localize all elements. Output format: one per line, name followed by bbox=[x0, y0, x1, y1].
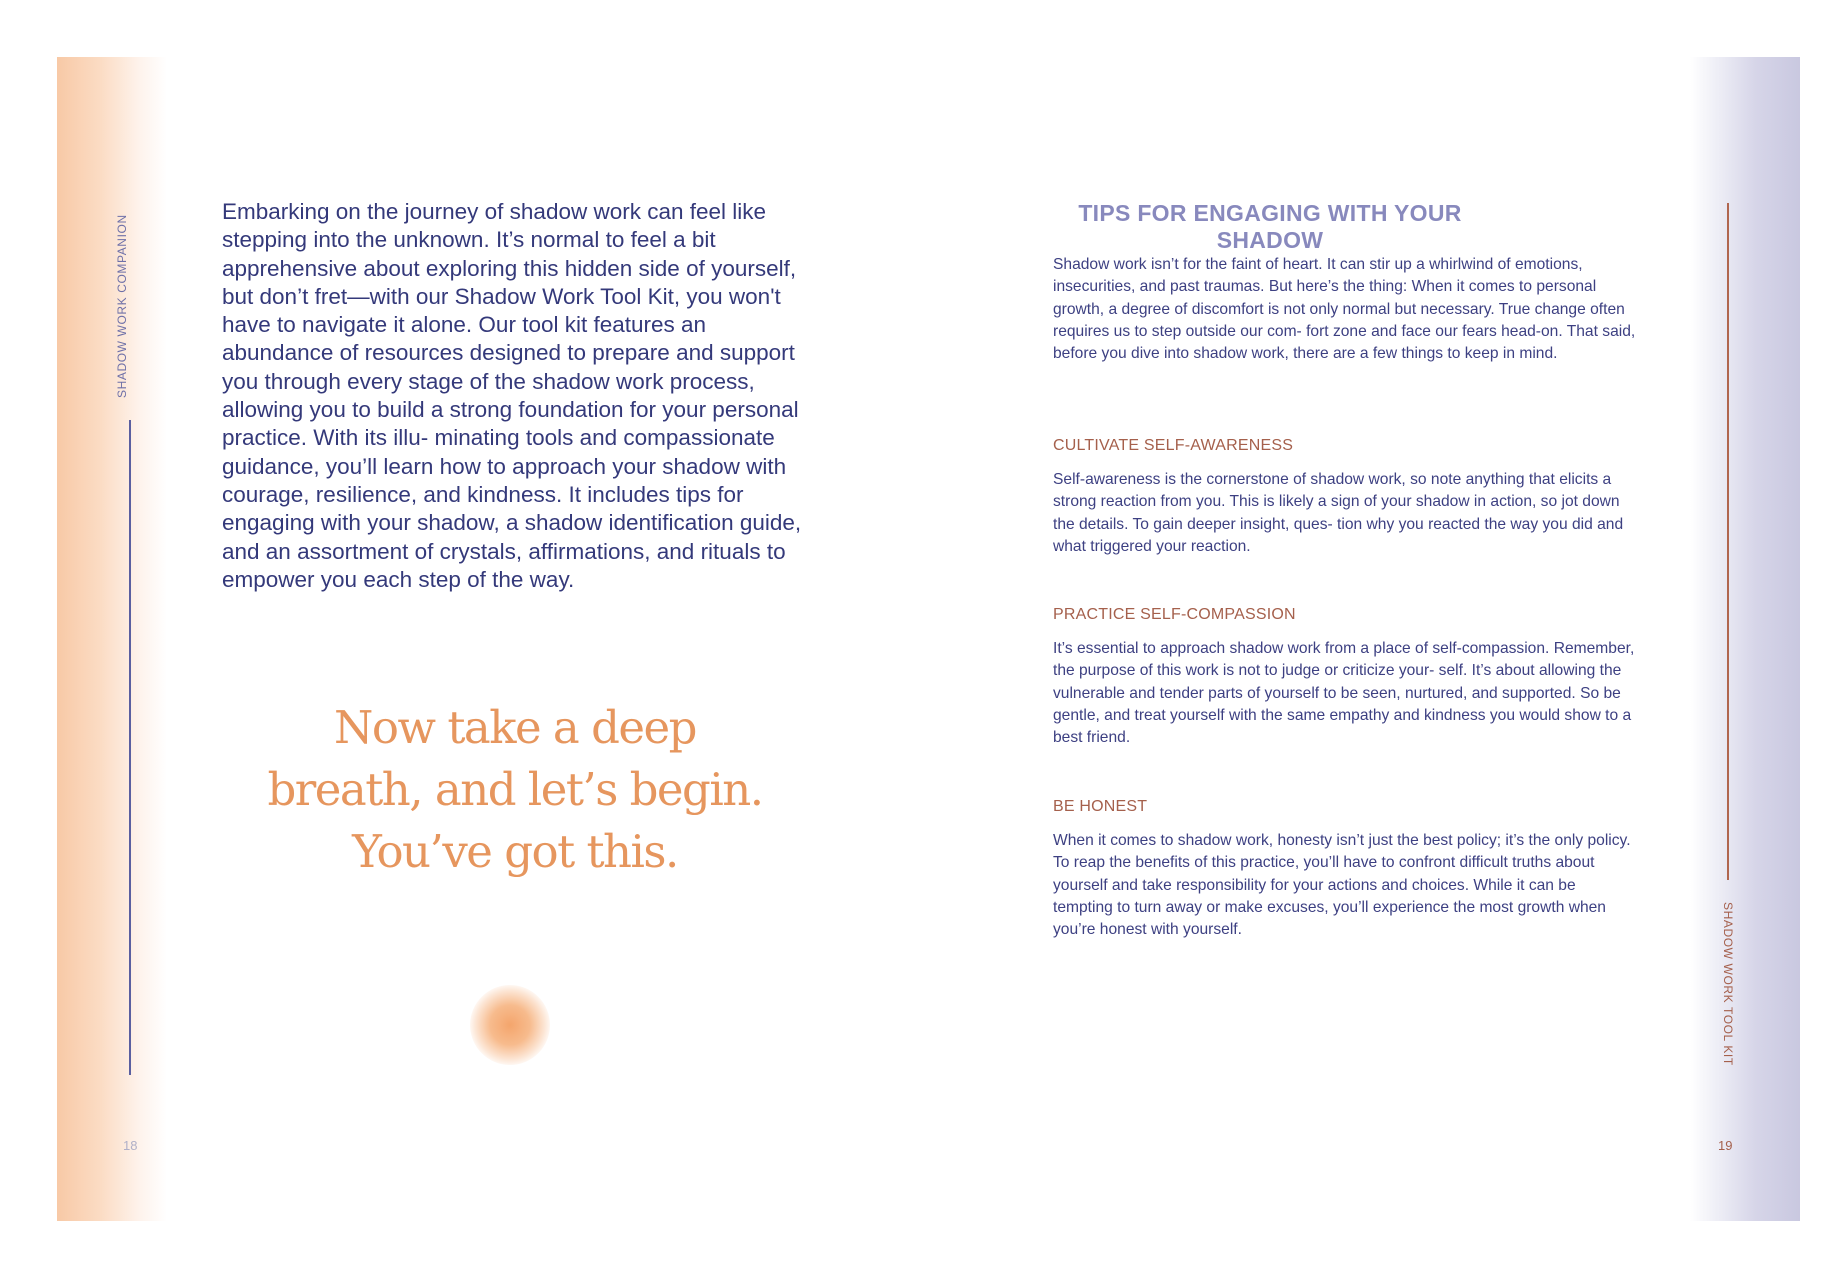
section-heading-be-honest: BE HONEST bbox=[1053, 798, 1148, 815]
quote-line-3: You’ve got this. bbox=[352, 825, 678, 878]
tips-intro-paragraph: Shadow work isn’t for the faint of heart. It can stir up a whirlwind of emotions, insecurities, and past traumas. But here’s the thing: When it comes to personal growth, a degree of discomfort is not only normal but necessary. True change often requires us to step outside our com- fort zone and face our fears head-on. That said, before you dive into shadow work, there are a few things to keep in mind. bbox=[1053, 256, 1636, 363]
section-heading-self-awareness: CULTIVATE SELF-AWARENESS bbox=[1053, 437, 1294, 454]
section-body-self-awareness: Self-awareness is the cornerstone of shadow work, so note anything that elicits a strong reaction from you. This is likely a sign of your shadow in action, so jot down the details. To gain deeper insight, ques- tion why you reacted the way you did and what triggered your reaction. bbox=[1053, 471, 1624, 555]
right-gradient-band bbox=[1690, 57, 1800, 1221]
pull-quote bbox=[250, 697, 780, 883]
left-running-head-text: SHADOW WORK COMPANION bbox=[115, 214, 129, 398]
quote-line-1: Now take a deep bbox=[334, 701, 696, 754]
right-running-head-text: SHADOW WORK TOOL KIT bbox=[1721, 902, 1735, 1066]
quote-line-2: breath, and let’s begin. bbox=[267, 763, 763, 816]
section-heading-self-compassion: PRACTICE SELF-COMPASSION bbox=[1053, 606, 1296, 623]
page-title: TIPS FOR ENGAGING WITH YOUR SHADOW bbox=[1078, 200, 1462, 253]
left-gradient-band bbox=[57, 57, 167, 1221]
right-vertical-rule bbox=[1727, 203, 1729, 880]
right-page-number: 19 bbox=[1718, 1138, 1733, 1153]
section-body-self-compassion: It’s essential to approach shadow work from a place of self-compassion. Remember, the purpose of this work is not to judge or criticize your- self. It’s about allowing the vulnerable and tender parts of yourself to be seen, nurtured, and supported. So be gentle, and treat yourself with the same empathy and kindness you would show to a best friend. bbox=[1053, 640, 1635, 747]
left-page-number: 18 bbox=[123, 1138, 138, 1153]
left-vertical-rule bbox=[129, 420, 131, 1075]
glowing-orb-decoration bbox=[470, 985, 550, 1065]
intro-paragraph: Embarking on the journey of shadow work can feel like stepping into the unknown. It’s normal to feel a bit apprehensive about exploring this hidden side of yourself, but don’t fret—with our Shadow Work Tool Kit, you won't have to navigate it alone. Our tool kit features an abundance of resources designed to prepare and support you through every stage of the shadow work process, allowing you to build a strong foundation for your personal practice. With its illu- minating tools and compassionate guidance, you’ll learn how to approach your shadow with courage, resilience, and kindness. It includes tips for engaging with your shadow, a shadow identification guide, and an assortment of crystals, affirmations, and rituals to empower you each step of the way. bbox=[222, 199, 802, 592]
section-body-be-honest: When it comes to shadow work, honesty isn’t just the best policy; it’s the only policy. To reap the benefits of this practice, you’ll have to confront difficult truths about yourself and take responsibility for your actions and choices. While it can be tempting to turn away or make excuses, you’ll experience the most growth when you’re honest with yourself. bbox=[1053, 832, 1631, 939]
